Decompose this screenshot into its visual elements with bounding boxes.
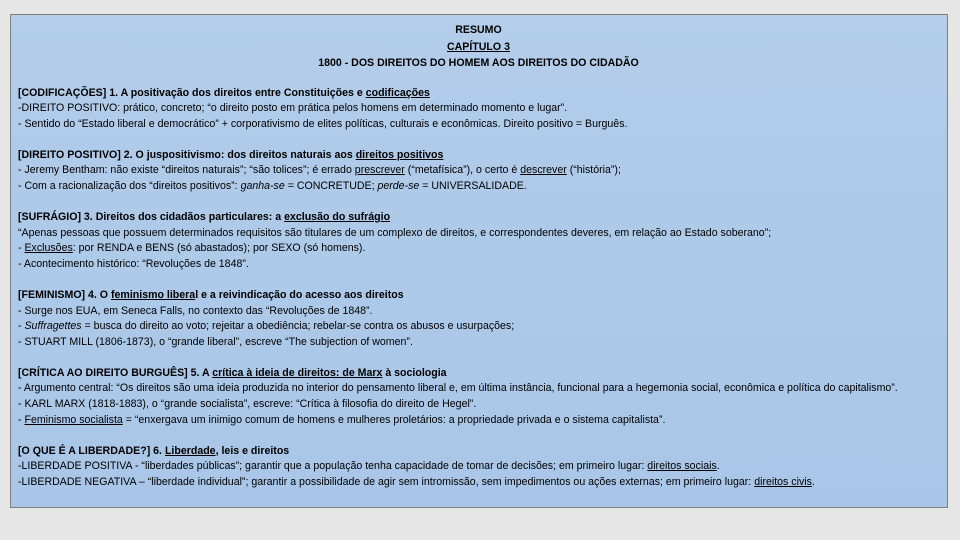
text: -LIBERDADE POSITIVA - “liberdades públicas”; garantir que a população tenha capacidade de tomar de decisões; em primeiro lugar: bbox=[18, 460, 648, 473]
title-underlined: direitos positivos bbox=[355, 148, 444, 161]
underlined-text: descrever bbox=[520, 164, 567, 177]
section-codificacoes bbox=[18, 86, 939, 133]
italic-text: ganha-se bbox=[240, 179, 285, 192]
underlined-text: Exclusões bbox=[24, 242, 73, 255]
bullet-line bbox=[18, 241, 939, 257]
bullet-line bbox=[18, 413, 939, 429]
bullet-line: - STUART MILL (1806-1873), o “grande liberal”, escreve “The subjection of women”. bbox=[18, 335, 413, 348]
text: = CONCRETUDE; bbox=[284, 179, 378, 192]
bullet-line bbox=[18, 179, 939, 195]
underlined-text: prescrever bbox=[354, 164, 405, 177]
bullet-line: - Surge nos EUA, em Seneca Falls, no contexto das “Revoluções de 1848”. bbox=[18, 304, 373, 317]
summary-slide bbox=[10, 14, 948, 508]
title-underlined: codificações bbox=[365, 86, 430, 99]
section-feminismo bbox=[18, 288, 939, 350]
bullet-line: - KARL MARX (1818-1883), o “grande socialista”, escreve: “Crítica à filosofia do direito de Hegel”. bbox=[18, 398, 477, 410]
slide-header bbox=[18, 22, 939, 72]
italic-text: Suffragettes bbox=[24, 320, 82, 333]
title-text: [O QUE É A LIBERDADE?] 6. bbox=[18, 444, 165, 457]
title-underlined: Liberdade bbox=[164, 444, 216, 457]
title-text: l e a reivindicação do acesso aos direitos bbox=[195, 288, 404, 301]
text: - bbox=[18, 413, 25, 426]
title-text: [CODIFICAÇÕES] 1. A positivação dos direitos entre Constituições e bbox=[18, 86, 366, 99]
title-text: [FEMINISMO] 4. O bbox=[18, 288, 111, 301]
bullet-line bbox=[18, 459, 939, 475]
bullet-line: -DIREITO POSITIVO: prático, concreto; “o direito posto em prática pelos homens em determinado momento e lugar”. bbox=[18, 102, 568, 115]
title-underlined: feminismo libera bbox=[111, 288, 196, 301]
title-text: [CRÍTICA AO DIREITO BURGUÊS] 5. A bbox=[18, 366, 213, 379]
text: (“metafísica”), o certo é bbox=[404, 164, 521, 177]
bullet-line: “Apenas pessoas que possuem determinados requisitos são titulares de um complexo de direitos, e correspondentes deveres, em relação ao Estado soberano”; bbox=[18, 226, 772, 239]
bullet-line bbox=[18, 475, 939, 491]
section-title bbox=[18, 366, 939, 382]
text: = UNIVERSALIDADE. bbox=[419, 179, 527, 192]
section-sufragio bbox=[18, 210, 939, 272]
header-subtitle: 1800 - DOS DIREITOS DO HOMEM AOS DIREITOS DO CIDADÃO bbox=[318, 57, 639, 69]
text: (“história”); bbox=[566, 164, 621, 177]
title-underlined: exclusão do sufrágio bbox=[284, 211, 391, 224]
section-title bbox=[18, 148, 939, 164]
section-title bbox=[18, 86, 939, 102]
section-title bbox=[18, 288, 939, 304]
bullet-line bbox=[18, 163, 939, 179]
section-critica bbox=[18, 366, 939, 428]
underlined-text: direitos sociais bbox=[647, 460, 717, 473]
section-title bbox=[18, 210, 939, 226]
text: - Jeremy Bentham: não existe “direitos naturais”; “são tolices”; é errado bbox=[18, 164, 355, 177]
text: - bbox=[18, 242, 25, 255]
title-text: , leis e direitos bbox=[215, 444, 290, 457]
title-text: [SUFRÁGIO] 3. Direitos dos cidadãos particulares: a bbox=[18, 211, 285, 224]
title-text: [DIREITO POSITIVO] 2. O juspositivismo: dos direitos naturais aos bbox=[18, 148, 356, 161]
section-title bbox=[18, 444, 939, 460]
bullet-line: - Sentido do “Estado liberal e democrático” + corporativismo de elites políticas, culturais e econômicas. Direito positivo = Burguês. bbox=[18, 117, 628, 130]
text: = “enxergava um inimigo comum de homens e mulheres proletários: a propriedade privada e o sistema capitalista”. bbox=[122, 413, 666, 426]
header-resumo: RESUMO bbox=[455, 24, 502, 36]
italic-text: perde-se bbox=[377, 179, 420, 192]
text: . bbox=[811, 475, 815, 488]
bullet-line: - Argumento central: “Os direitos são uma ideia produzida no interior do pensamento liberal e, em última instância, funcional para a hegemonia social, econômica e política do capitalismo”. bbox=[18, 382, 898, 395]
text: - bbox=[18, 320, 25, 333]
text: : por RENDA e BENS (só abastados); por SEXO (só homens). bbox=[72, 242, 366, 255]
text: = busca do direito ao voto; rejeitar a obediência; rebelar-se contra os abusos e usurpações; bbox=[81, 320, 515, 333]
header-chapter: CAPÍTULO 3 bbox=[447, 40, 510, 53]
bullet-line: - Acontecimento histórico: “Revoluções de 1848”. bbox=[18, 257, 249, 270]
text: -LIBERDADE NEGATIVA – “liberdade individual”; garantir a possibilidade de agir sem intromissão, sem impedimentos ou ações externas; em primeiro lugar: bbox=[18, 475, 755, 488]
section-liberdade bbox=[18, 444, 939, 491]
section-direito-positivo bbox=[18, 148, 939, 195]
underlined-text: direitos civis bbox=[754, 475, 812, 488]
text: - Com a racionalização dos “direitos positivos”: bbox=[18, 179, 241, 192]
text: . bbox=[716, 460, 720, 473]
bullet-line bbox=[18, 319, 939, 335]
underlined-text: Feminismo socialista bbox=[24, 413, 123, 426]
title-underlined: crítica à ideia de direitos: de Marx bbox=[212, 366, 383, 379]
title-text: à sociologia bbox=[382, 366, 447, 379]
